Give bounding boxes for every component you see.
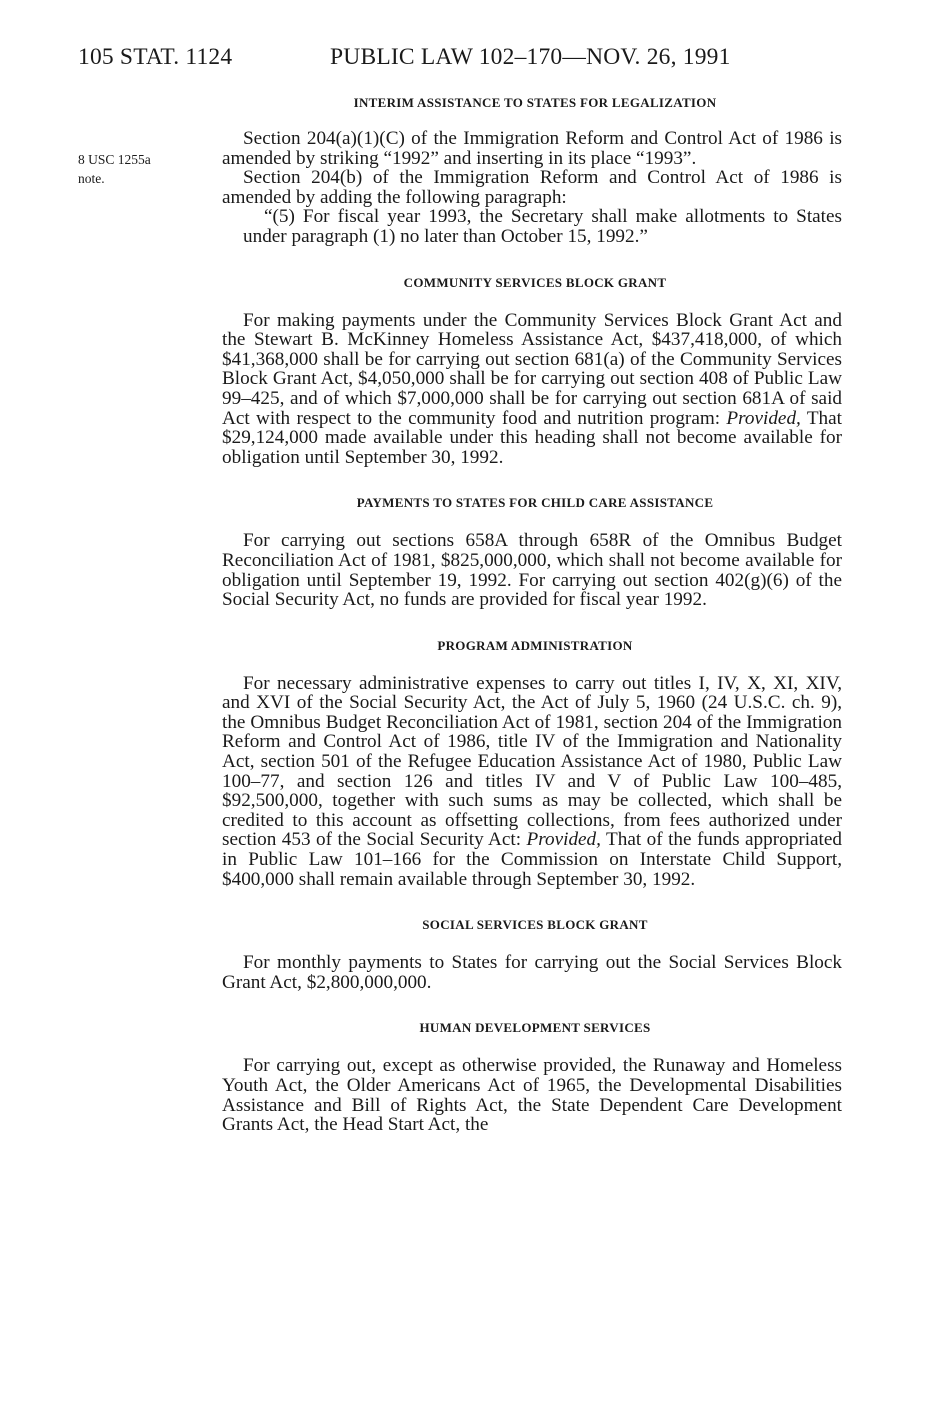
quoted-paragraph-5: “(5) For fiscal year 1993, the Secretary shall make allotments to States under paragraph (1) no later than October 15, 1992.”	[243, 206, 842, 247]
margin-note	[78, 150, 198, 188]
margin-note-citation: 8 USC 1255a	[78, 152, 151, 167]
margin-note-suffix: note.	[78, 171, 105, 186]
program-admin-text-after: That of the funds appropriated in Public Law 101–166 for the Commission on Interstate Child Support, $400,000 shall remain available through September 30, 1992.	[222, 829, 842, 890]
section-heading-legalization: INTERIM ASSISTANCE TO STATES FOR LEGALIZATION	[353, 95, 717, 110]
paragraph-human-development: For carrying out, except as otherwise provided, the Runaway and Homeless Youth Act, the Older Americans Act of 1965, the Developmental Disabilities Assistance and Bill of Rights Act, the State Dependent Care Development Grants Act, the Head Start Act, the	[222, 1055, 842, 1136]
section-heading-human-development: HUMAN DEVELOPMENT SERVICES	[419, 1020, 651, 1036]
paragraph-community-services	[222, 311, 842, 468]
community-text-after: That $29,124,000 made available under this heading shall not become available for obligation until September 30, 1992.	[222, 407, 842, 468]
community-proviso: Provided,	[726, 407, 801, 429]
paragraph-legalization-amendment-b: Section 204(b) of the Immigration Reform and Control Act of 1986 is amended by adding the following paragraph:	[222, 167, 842, 208]
section-heading-social-services: SOCIAL SERVICES BLOCK GRANT	[422, 917, 648, 933]
program-admin-proviso: Provided,	[526, 829, 601, 851]
paragraph-legalization-amendment-a: Section 204(a)(1)(C) of the Immigration Reform and Control Act of 1986 is amended by striking “1992” and inserting in its place “1993”.	[222, 128, 842, 169]
page-header	[78, 44, 848, 78]
program-admin-text-before: For necessary administrative expenses to carry out titles I, IV, X, XI, XIV, and XVI of the Social Security Act, the Act of July 5, 1960 (24 U.S.C. ch. 9), the Omnibus Budget Reconciliation Act of 1981, section 204 of the Immigration Reform and Control Act of 1986, title IV of the Immigration and Nationality Act, section 501 of the Refugee Education Assistance Act of 1980, Public Law 100–77, and section 126 and titles IV and V of Public Law 100–485, $92,500,000, together with such sums as may be collected, which shall be credited to this account as offsetting collections, from fees authorized under section 453 of the Social Security Act:	[222, 672, 842, 851]
section-heading-program-administration: PROGRAM ADMINISTRATION	[437, 637, 633, 653]
paragraph-program-administration	[222, 674, 842, 890]
section-heading-community-services: COMMUNITY SERVICES BLOCK GRANT	[403, 274, 667, 290]
page-body	[222, 95, 842, 1135]
public-law-reference: PUBLIC LAW 102–170—NOV. 26, 1991	[330, 44, 731, 70]
community-text-before: For making payments under the Community Services Block Grant Act and the Stewart B. McKinney Homeless Assistance Act, $437,418,000, of which $41,368,000 shall be for carrying out section 681(a) of the Community Services Block Grant Act, $4,050,000 shall be for carrying out section 408 of Public Law 99–425, and of which $7,000,000 shall be for carrying out section 681A of said Act with respect to the community food and nutrition program:	[222, 309, 842, 429]
section-heading-child-care: PAYMENTS TO STATES FOR CHILD CARE ASSISTANCE	[356, 495, 714, 511]
paragraph-child-care: For carrying out sections 658A through 658R of the Omnibus Budget Reconciliation Act of 1981, $825,000,000, which shall not become available for obligation until September 19, 1992. For carrying out section 402(g)(6) of the Social Security Act, no funds are provided for fiscal year 1992.	[222, 530, 842, 611]
paragraph-social-services: For monthly payments to States for carrying out the Social Services Block Grant Act, $2,800,000,000.	[222, 952, 842, 993]
stat-reference: 105 STAT. 1124	[78, 44, 233, 70]
